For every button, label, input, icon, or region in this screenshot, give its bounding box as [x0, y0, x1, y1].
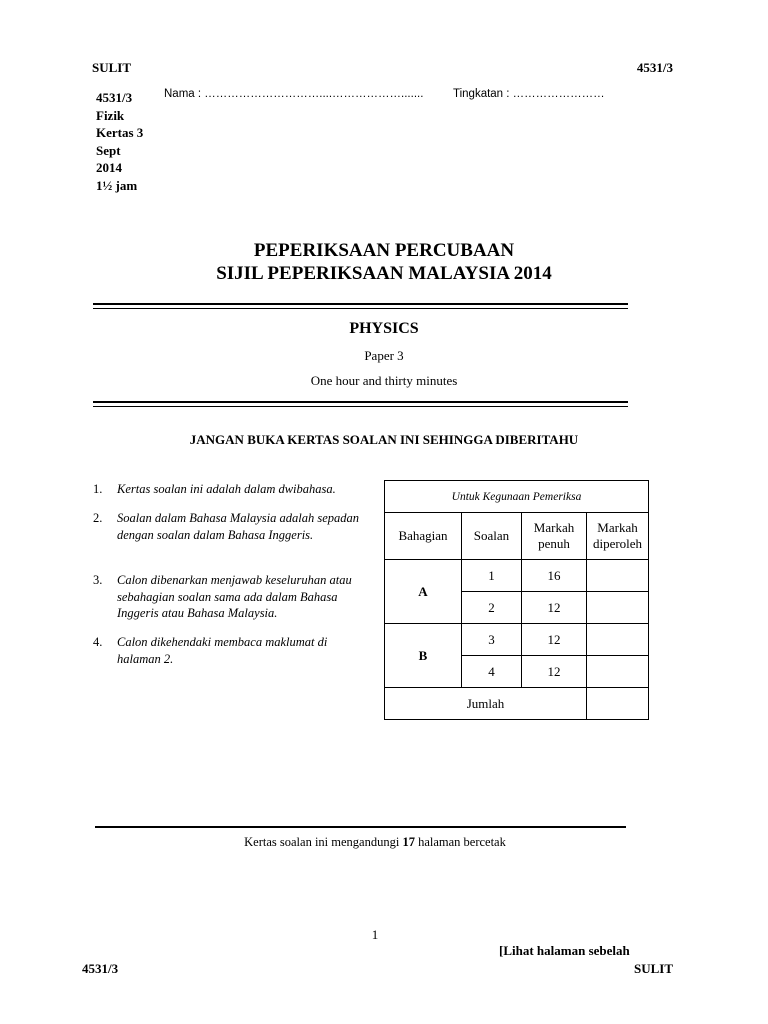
- table-caption: Untuk Kegunaan Pemeriksa: [385, 481, 649, 513]
- tingkatan-field[interactable]: Tingkatan : ……………………: [453, 88, 605, 100]
- footer-sulit: SULIT: [633, 961, 673, 976]
- duration-label: One hour and thirty minutes: [310, 373, 458, 388]
- paper-duration: 1½ jam: [96, 177, 138, 193]
- instruction-item: [93, 510, 363, 543]
- header-paper-code: 4531/3: [636, 60, 673, 75]
- divider: [93, 401, 628, 403]
- markah-diperoleh-cell[interactable]: [587, 656, 649, 688]
- markah-penuh-cell: 16: [522, 560, 587, 592]
- instruction-item: [93, 481, 383, 498]
- divider: [93, 406, 628, 407]
- paper-info: [96, 89, 143, 194]
- instruction-number: 4.: [93, 635, 103, 649]
- table-row: [385, 560, 649, 592]
- footer-code: 4531/3: [82, 961, 119, 976]
- header-markah-diperoleh: Markah diperoleh: [587, 513, 649, 560]
- instruction-number: 1.: [93, 482, 103, 496]
- markah-penuh-cell: 12: [522, 624, 587, 656]
- table-row: [385, 688, 649, 720]
- paper-year: 2014: [96, 160, 122, 175]
- markah-diperoleh-cell[interactable]: [587, 624, 649, 656]
- title-line-2: SIJIL PEPERIKSAAN MALAYSIA 2014: [216, 263, 552, 284]
- next-page-note: [Lihat halaman sebelah: [499, 943, 630, 958]
- instruction-text: Kertas soalan ini adalah dalam dwibahasa.: [117, 482, 336, 496]
- nama-field[interactable]: Nama : …………………………....……………….......: [164, 88, 424, 100]
- instruction-item: [93, 572, 368, 622]
- jumlah-cell[interactable]: [587, 688, 649, 720]
- examiner-table: [384, 480, 649, 720]
- header-markah-penuh: Markah penuh: [522, 513, 587, 560]
- header-sulit: SULIT: [92, 60, 132, 75]
- instruction-item: [93, 634, 358, 667]
- soalan-cell: 3: [462, 624, 522, 656]
- page-count-note: [0, 835, 750, 850]
- instruction-number: 2.: [93, 511, 103, 525]
- paper-label: Paper 3: [364, 348, 404, 363]
- page-count-number: 17: [402, 835, 415, 849]
- table-row: [385, 624, 649, 656]
- title-line-1: PEPERIKSAAN PERCUBAAN: [253, 240, 515, 261]
- instruction-number: 3.: [93, 573, 103, 587]
- divider: [93, 308, 628, 309]
- divider: [93, 303, 628, 305]
- page-count-prefix: Kertas soalan ini mengandungi: [244, 835, 403, 849]
- paper-code: 4531/3: [96, 90, 133, 105]
- footer-divider: [95, 826, 626, 828]
- section-b: B: [385, 624, 462, 688]
- markah-penuh-cell: 12: [522, 656, 587, 688]
- markah-diperoleh-cell[interactable]: [587, 560, 649, 592]
- soalan-cell: 2: [462, 592, 522, 624]
- warning-text: JANGAN BUKA KERTAS SOALAN INI SEHINGGA DIBERITAHU: [189, 432, 579, 447]
- soalan-cell: 1: [462, 560, 522, 592]
- subject-name: PHYSICS: [349, 320, 419, 337]
- instruction-text: Soalan dalam Bahasa Malaysia adalah sepadan dengan soalan dalam Bahasa Inggeris.: [117, 511, 360, 542]
- instruction-text: Calon dikehendaki membaca maklumat di halaman 2.: [117, 635, 328, 666]
- soalan-cell: 4: [462, 656, 522, 688]
- header-soalan: Soalan: [462, 513, 522, 560]
- markah-penuh-cell: 12: [522, 592, 587, 624]
- instruction-text: Calon dibenarkan menjawab keseluruhan atau sebahagian soalan sama ada dalam Bahasa Inggeris atau Bahasa Malaysia.: [117, 573, 352, 620]
- page-count-suffix: halaman bercetak: [414, 835, 506, 849]
- paper-month: Sept: [96, 142, 121, 158]
- jumlah-label: Jumlah: [385, 688, 587, 720]
- paper-number: Kertas 3: [96, 125, 144, 140]
- section-a: A: [385, 560, 462, 624]
- header-bahagian: Bahagian: [385, 513, 462, 560]
- page-number: 1: [371, 927, 379, 942]
- paper-subject: Fizik: [96, 107, 125, 123]
- markah-diperoleh-cell[interactable]: [587, 592, 649, 624]
